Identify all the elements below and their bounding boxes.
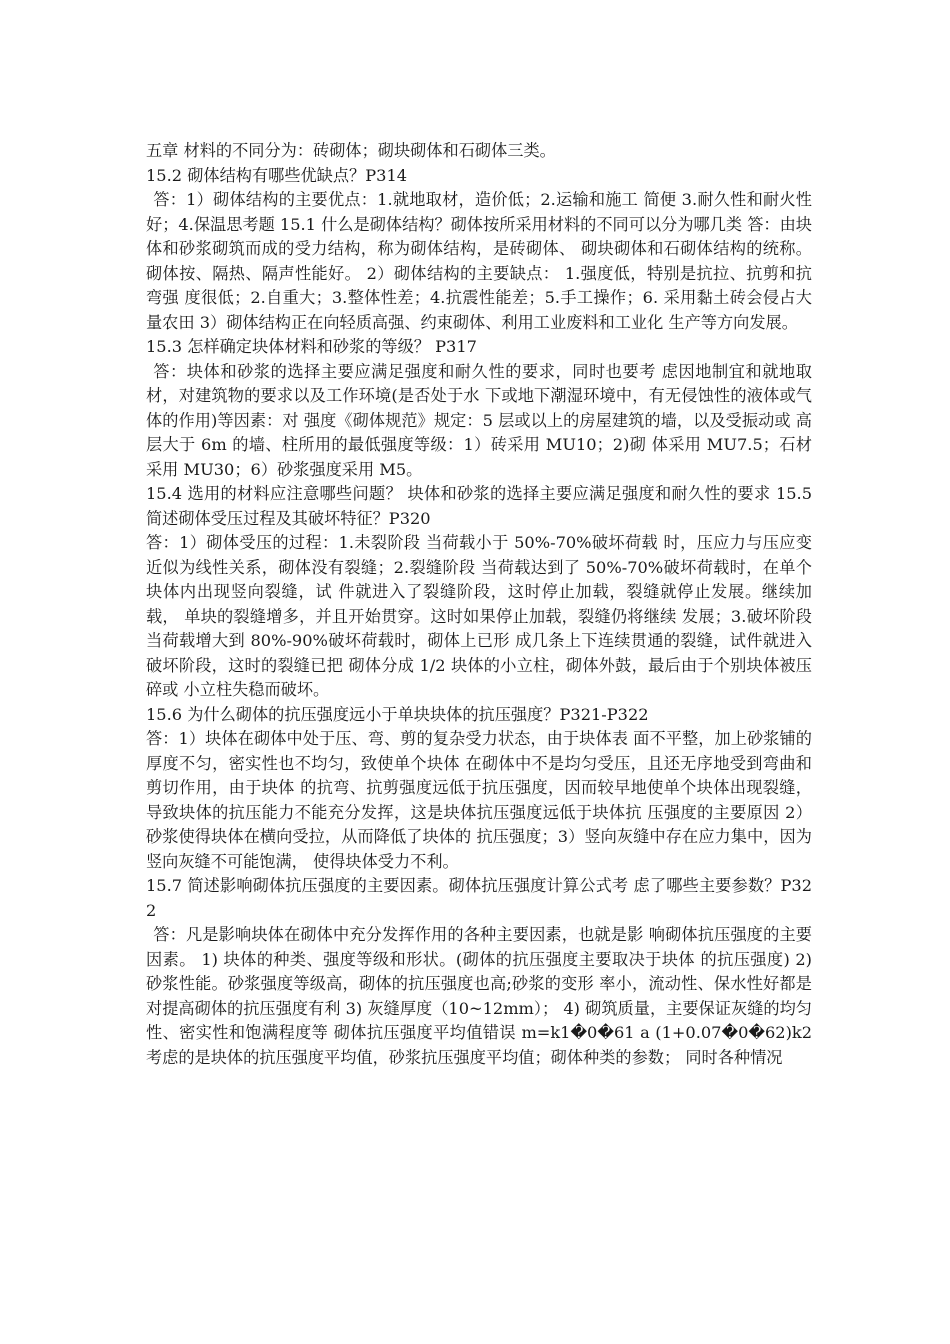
question-15-2-heading: 15.2 砌体结构有哪些优缺点？P314: [146, 165, 408, 185]
document-body: [146, 139, 812, 1070]
question-15-7-heading: 15.7 简述影响砌体抗压强度的主要因素。砌体抗压强度计算公式考 虑了哪些主要参数？P322: [146, 876, 812, 920]
intro-line: 五章 材料的不同分为：砖砌体；砌块砌体和石砌体三类。: [146, 141, 556, 160]
question-15-4-heading: 15.4 选用的材料应注意哪些问题？ 块体和砂浆的选择主要应满足强度和耐久性的要求 15.5 简述砌体受压过程及其破坏特征？P320: [146, 484, 812, 528]
answer-15-7: 答：凡是影响块体在砌体中充分发挥作用的各种主要因素，也就是影 响砌体抗压强度的主要因素。 1) 块体的种类、强度等级和形状。(砌体的抗压强度主要取决于块体 的抗压强度) 2) 砂浆性能。砂浆强度等级高，砌体的抗压强度也高;砂浆的变形 率小，流动性、保水性好都是对提高砌体的抗压强度有利 3) 灰缝厚度（10~12mm）； 4) 砌筑质量，主要保证灰缝的均匀性、密实性和饱满程度等 砌体抗压强度平均值错误 m=k1�0�61 a (1+0.07�0�62)k2 考虑的是块体的抗压强度平均值，砂浆抗压强度平均值；砌体种类的参数； 同时各种情况: [146, 925, 812, 1067]
answer-15-3: 答：块体和砂浆的选择主要应满足强度和耐久性的要求，同时也要考 虑因地制宜和就地取材，对建筑物的要求以及工作环境(是否处于水 下或地下潮湿环境中，有无侵蚀性的液体或气体的作用)等因素：对 强度《砌体规范》规定：5 层或以上的房屋建筑的墙，以及受振动或 高层大于 6m 的墙、柱所用的最低强度等级：1）砖采用 MU10；2)砌 体采用 MU7.5；石材采用 MU30；6）砂浆强度采用 M5。: [146, 361, 812, 479]
answer-15-2: 答：1）砌体结构的主要优点：1.就地取材，造价低；2.运输和施工 简便 3.耐久性和耐火性好；4.保温思考题 15.1 什么是砌体结构？砌体按所采用材料的不同可以分为哪几类 答：由块体和砂浆砌筑而成的受力结构，称为砌体结构，是砖砌体、 砌块砌体和石砌体结构的统称。 砌体按、隔热、隔声性能好。 2）砌体结构的主要缺点： 1.强度低，特别是抗拉、抗剪和抗弯强 度很低；2.自重大；3.整体性差；4.抗震性能差；5.手工操作；6. 采用黏土砖会侵占大量农田 3）砌体结构正在向轻质高强、约束砌体、利用工业废料和工业化 生产等方向发展。: [146, 190, 812, 332]
question-15-6-heading: 15.6 为什么砌体的抗压强度远小于单块块体的抗压强度？P321-P322: [146, 704, 649, 724]
question-15-3-heading: 15.3 怎样确定块体材料和砂浆的等级？ P317: [146, 337, 477, 356]
answer-15-5: 答：1）砌体受压的过程：1.未裂阶段 当荷载小于 50%-70%破坏荷载 时，压应力与压应变近似为线性关系，砌体没有裂缝；2.裂缝阶段 当荷载达到了 50%-70%破坏荷载时，在单个块体内出现竖向裂缝，试 件就进入了裂缝阶段，这时停止加载，裂缝就停止发展。继续加载， 单块的裂缝增多，并且开始贯穿。这时如果停止加载，裂缝仍将继续 发展；3.破坏阶段 当荷载增大到 80%-90%破坏荷载时，砌体上已形 成几条上下连续贯通的裂缝，试件就进入破坏阶段，这时的裂缝已把 砌体分成 1/2 块体的小立柱，砌体外鼓，最后由于个别块体被压碎或 小立柱失稳而破坏。: [146, 533, 812, 699]
answer-15-6: 答：1）块体在砌体中处于压、弯、剪的复杂受力状态，由于块体表 面不平整，加上砂浆铺的厚度不匀，密实性也不均匀，致使单个块体 在砌体中不是均匀受压，且还无序地受到弯曲和剪切作用，由于块体 的抗弯、抗剪强度远低于抗压强度，因而较早地使单个块体出现裂缝， 导致块体的抗压能力不能充分发挥，这是块体抗压强度远低于块体抗 压强度的主要原因 2）砂浆使得块体在横向受拉，从而降低了块体的 抗压强度；3）竖向灰缝中存在应力集中，因为竖向灰缝不可能饱满， 使得块体受力不利。: [146, 729, 812, 871]
